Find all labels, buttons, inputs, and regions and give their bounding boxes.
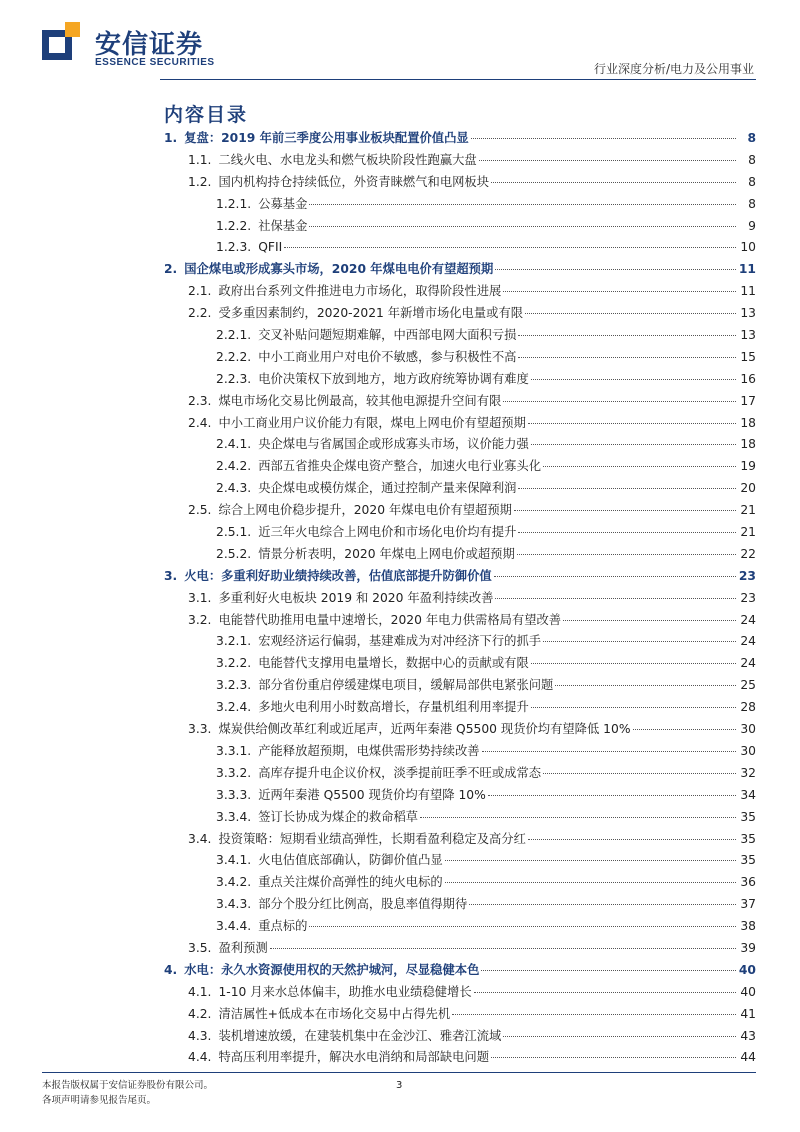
toc-entry-title: 国内机构持仓持续低位，外资青睐燃气和电网板块 <box>218 174 490 189</box>
toc-entry-page: 8 <box>748 174 756 189</box>
toc-leader-dots <box>503 401 736 402</box>
toc-entry[interactable] <box>164 829 756 851</box>
toc-entry-title: 电能替代支撑用电量增长，数据中心的贡献或有限 <box>258 656 529 671</box>
toc-entry-number: 1. <box>164 131 178 145</box>
toc-entry-title: 重点关注煤价高弹性的纯火电标的 <box>258 875 443 890</box>
toc-entry[interactable] <box>164 850 756 872</box>
toc-entry[interactable] <box>164 610 756 632</box>
toc-entry-number: 1.1. <box>188 152 212 167</box>
toc-entry-page: 35 <box>740 831 756 846</box>
toc-entry[interactable] <box>164 325 756 347</box>
toc-entry-number: 1.2.1. <box>216 196 252 211</box>
toc-entry-title: 情景分析表明，2020 年煤电上网电价或超预期 <box>258 546 515 561</box>
toc-entry-title: 火电估值底部确认，防御价值凸显 <box>258 853 443 868</box>
toc-entry[interactable] <box>164 216 756 238</box>
toc-entry-page: 39 <box>740 940 756 955</box>
toc-leader-dots <box>445 882 736 883</box>
toc-entry-page: 18 <box>740 415 756 430</box>
toc-entry-page: 11 <box>738 262 756 277</box>
toc-entry-title: 政府出台系列文件推进电力市场化，取得阶段性进展 <box>218 284 502 299</box>
toc-entry[interactable] <box>164 916 756 938</box>
toc-leader-dots <box>495 269 736 270</box>
toc-entry-number: 1.2. <box>188 174 212 189</box>
toc-entry[interactable] <box>164 237 756 259</box>
toc-entry[interactable] <box>164 894 756 916</box>
toc-entry-page: 32 <box>740 765 756 780</box>
toc-entry-title: 社保基金 <box>258 218 308 233</box>
toc-entry[interactable] <box>164 303 756 325</box>
toc-entry[interactable] <box>164 938 756 960</box>
toc-entry-page: 25 <box>740 678 756 693</box>
toc-entry-title: 装机增速放缓，在建装机集中在金沙江、雅砻江流域 <box>218 1028 502 1043</box>
toc-entry-number: 3.4.2. <box>216 875 252 890</box>
toc-leader-dots <box>494 576 736 577</box>
toc-entry-number: 4. <box>164 962 178 977</box>
toc-entry-number: 2.4.2. <box>216 459 252 474</box>
toc-entry-title: 多重利好火电板块 2019 和 2020 年盈利持续改善 <box>218 590 494 605</box>
toc-entry[interactable] <box>164 631 756 653</box>
toc-entry-page: 35 <box>740 853 756 868</box>
toc-entry-number: 3. <box>164 568 178 583</box>
toc-leader-dots <box>543 641 736 642</box>
report-category: 行业深度分析/电力及公用事业 <box>593 62 754 76</box>
toc-leader-dots <box>445 860 736 861</box>
toc-leader-dots <box>518 335 736 336</box>
toc-entry-number: 1.2.3. <box>216 240 252 255</box>
toc-leader-dots <box>482 751 736 752</box>
toc-entry-title: 央企煤电或模仿煤企，通过控制产量来保障利润 <box>258 481 517 496</box>
footer-notice: 各项声明请参见报告尾页。 <box>42 1095 157 1106</box>
toc-entry-number: 2.5. <box>188 503 212 518</box>
toc-entry-number: 1.2.2. <box>216 218 252 233</box>
toc-leader-dots <box>471 138 736 139</box>
toc-entry-number: 4.2. <box>188 1006 212 1021</box>
toc-leader-dots <box>514 510 736 511</box>
toc-entry-number: 3.2.1. <box>216 634 252 649</box>
toc-entry-title: 公募基金 <box>258 196 308 211</box>
toc-entry-page: 20 <box>740 481 756 496</box>
toc-entry-page: 13 <box>740 328 756 343</box>
toc-entry-page: 8 <box>748 196 756 211</box>
footer-copyright: 本报告版权属于安信证券股份有限公司。 <box>42 1080 214 1091</box>
toc-entry-number: 2.3. <box>188 393 212 408</box>
toc-entry[interactable] <box>164 259 756 281</box>
toc-leader-dots <box>543 466 736 467</box>
toc-entry-page: 37 <box>740 897 756 912</box>
toc-entry-number: 3.3. <box>188 722 212 737</box>
toc-entry-page: 13 <box>740 306 756 321</box>
toc-entry-page: 41 <box>740 1006 756 1021</box>
toc-entry-title: 投资策略：短期看业绩高弹性，长期看盈利稳定及高分红 <box>218 831 526 846</box>
toc-entry-page: 15 <box>740 349 756 364</box>
toc-entry-page: 23 <box>738 568 756 583</box>
footer-divider <box>42 1072 756 1073</box>
toc-entry-number: 2.2.3. <box>216 371 252 386</box>
toc-entry-title: QFII <box>258 240 283 255</box>
toc-leader-dots <box>479 160 736 161</box>
toc-entry-page: 30 <box>740 722 756 737</box>
toc-entry-title: 复盘：2019 年前三季度公用事业板块配置价值凸显 <box>184 131 469 145</box>
toc-leader-dots <box>531 444 736 445</box>
toc-leader-dots <box>469 904 736 905</box>
toc-entry-title: 清洁属性+低成本在市场化交易中占得先机 <box>218 1006 451 1021</box>
toc-leader-dots <box>528 423 736 424</box>
toc-entry[interactable] <box>164 653 756 675</box>
toc-entry[interactable] <box>164 872 756 894</box>
toc-entry-number: 3.1. <box>188 590 212 605</box>
toc-entry[interactable] <box>164 763 756 785</box>
toc-entry-number: 3.4. <box>188 831 212 846</box>
toc-entry-number: 2.1. <box>188 284 212 299</box>
toc-entry-page: 19 <box>740 459 756 474</box>
toc-entry-title: 部分省份重启停缓建煤电项目，缓解局部供电紧张问题 <box>258 678 554 693</box>
toc-entry-number: 3.3.4. <box>216 809 252 824</box>
toc-entry-page: 18 <box>740 437 756 452</box>
toc-entry-title: 国企煤电或形成寡头市场，2020 年煤电电价有望超预期 <box>184 262 494 277</box>
toc-entry[interactable] <box>164 1047 756 1069</box>
toc-entry[interactable] <box>164 434 756 456</box>
toc-entry-title: 央企煤电与省属国企或形成寡头市场，议价能力强 <box>258 437 529 452</box>
toc-entry[interactable] <box>164 719 756 741</box>
brand-name-cn: 安信证券 <box>95 30 204 60</box>
toc-entry-number: 2.4.3. <box>216 481 252 496</box>
toc-entry-title: 近三年火电综合上网电价和市场化电价均有提升 <box>258 525 517 540</box>
toc-leader-dots <box>518 357 736 358</box>
toc-entry-title: 1-10 月来水总体偏丰，助推水电业绩稳健增长 <box>218 984 472 999</box>
toc-leader-dots <box>491 1057 736 1058</box>
toc-leader-dots <box>284 247 736 248</box>
toc-entry-page: 24 <box>740 612 756 627</box>
toc-entry-page: 40 <box>740 984 756 999</box>
toc-entry-title: 部分个股分红比例高，股息率值得期待 <box>258 897 468 912</box>
toc-entry-page: 17 <box>740 393 756 408</box>
toc-entry[interactable] <box>164 456 756 478</box>
toc-entry-page: 44 <box>740 1050 756 1065</box>
toc-entry-title: 重点标的 <box>258 919 308 934</box>
toc-entry[interactable] <box>164 194 756 216</box>
toc-entry-number: 4.1. <box>188 984 212 999</box>
toc-title: 内容目录 <box>164 104 249 126</box>
toc-entry-title: 中小工商业用户对电价不敏感，参与积极性不高 <box>258 349 517 364</box>
toc-leader-dots <box>531 707 736 708</box>
essence-logo-icon <box>42 22 80 60</box>
toc-leader-dots <box>309 226 736 227</box>
toc-entry-page: 24 <box>740 634 756 649</box>
toc-leader-dots <box>528 839 736 840</box>
toc-entry[interactable] <box>164 172 756 194</box>
table-of-contents <box>164 128 756 1069</box>
toc-entry[interactable] <box>164 1004 756 1026</box>
toc-entry-page: 40 <box>738 962 756 977</box>
toc-entry[interactable] <box>164 960 756 982</box>
toc-entry-title: 产能释放超预期，电煤供需形势持续改善 <box>258 743 480 758</box>
page-number: 3 <box>396 1080 403 1091</box>
toc-entry[interactable] <box>164 675 756 697</box>
toc-entry-title: 签订长协成为煤企的救命稻草 <box>258 809 419 824</box>
toc-entry[interactable] <box>164 478 756 500</box>
toc-leader-dots <box>633 729 736 730</box>
toc-entry-number: 2.4. <box>188 415 212 430</box>
toc-entry-page: 30 <box>740 743 756 758</box>
toc-entry-page: 9 <box>748 218 756 233</box>
toc-entry-title: 中小工商业用户议价能力有限，煤电上网电价有望超预期 <box>218 415 526 430</box>
toc-leader-dots <box>543 773 736 774</box>
toc-entry[interactable] <box>164 588 756 610</box>
toc-leader-dots <box>495 598 736 599</box>
toc-entry[interactable] <box>164 1026 756 1048</box>
toc-leader-dots <box>518 488 736 489</box>
toc-entry-title: 综合上网电价稳步提升，2020 年煤电电价有望超预期 <box>218 503 512 518</box>
toc-entry-number: 3.4.3. <box>216 897 252 912</box>
toc-leader-dots <box>563 620 736 621</box>
toc-entry-number: 2.4.1. <box>216 437 252 452</box>
toc-entry[interactable] <box>164 544 756 566</box>
toc-entry-page: 34 <box>740 787 756 802</box>
toc-leader-dots <box>531 379 736 380</box>
toc-entry-number: 3.2. <box>188 612 212 627</box>
toc-entry-number: 3.3.2. <box>216 765 252 780</box>
toc-leader-dots <box>270 948 736 949</box>
toc-entry[interactable] <box>164 785 756 807</box>
toc-entry-title: 特高压利用率提升，解决水电消纳和局部缺电问题 <box>218 1050 490 1065</box>
toc-entry-page: 16 <box>740 371 756 386</box>
toc-leader-dots <box>503 291 736 292</box>
toc-entry[interactable] <box>164 500 756 522</box>
toc-entry-number: 3.2.4. <box>216 700 252 715</box>
toc-leader-dots <box>420 817 736 818</box>
toc-entry-number: 2.5.1. <box>216 525 252 540</box>
toc-entry-title: 受多重因素制约，2020-2021 年新增市场化电量或有限 <box>218 306 524 321</box>
toc-entry[interactable] <box>164 128 756 150</box>
toc-leader-dots <box>309 204 736 205</box>
toc-entry-number: 2.5.2. <box>216 546 252 561</box>
toc-entry-page: 21 <box>740 525 756 540</box>
toc-entry-number: 2.2.1. <box>216 328 252 343</box>
toc-entry-title: 电能替代助推用电量中速增长，2020 年电力供需格局有望改善 <box>218 612 562 627</box>
toc-entry[interactable] <box>164 281 756 303</box>
toc-entry[interactable] <box>164 369 756 391</box>
toc-leader-dots <box>481 970 736 971</box>
toc-entry-page: 36 <box>740 875 756 890</box>
toc-leader-dots <box>503 1036 736 1037</box>
toc-entry-page: 8 <box>747 131 756 145</box>
toc-leader-dots <box>452 1014 736 1015</box>
toc-entry-page: 35 <box>740 809 756 824</box>
toc-entry-number: 2. <box>164 262 178 277</box>
toc-entry-title: 电价决策权下放到地方，地方政府统筹协调有难度 <box>258 371 529 386</box>
toc-entry-number: 3.2.2. <box>216 656 252 671</box>
toc-leader-dots <box>531 663 736 664</box>
toc-entry-page: 11 <box>740 284 756 299</box>
toc-entry[interactable] <box>164 982 756 1004</box>
toc-entry-number: 4.3. <box>188 1028 212 1043</box>
toc-entry-title: 盈利预测 <box>218 940 268 955</box>
toc-entry[interactable] <box>164 741 756 763</box>
toc-entry-page: 23 <box>740 590 756 605</box>
toc-entry[interactable] <box>164 150 756 172</box>
toc-entry-title: 高库存提升电企议价权，淡季提前旺季不旺或成常态 <box>258 765 542 780</box>
toc-entry-number: 3.4.1. <box>216 853 252 868</box>
toc-entry-number: 2.2. <box>188 306 212 321</box>
toc-entry-title: 交叉补贴问题短期难解，中西部电网大面积亏损 <box>258 328 517 343</box>
brand-name-en: ESSENCE SECURITIES <box>95 57 215 68</box>
toc-entry-title: 西部五省推央企煤电资产整合，加速火电行业寡头化 <box>258 459 542 474</box>
toc-entry[interactable] <box>164 522 756 544</box>
toc-entry-number: 4.4. <box>188 1050 212 1065</box>
toc-entry-page: 43 <box>740 1028 756 1043</box>
toc-entry-number: 3.4.4. <box>216 919 252 934</box>
toc-leader-dots <box>474 992 736 993</box>
toc-entry-title: 煤电市场化交易比例最高，较其他电源提升空间有限 <box>218 393 502 408</box>
toc-entry[interactable] <box>164 347 756 369</box>
toc-entry[interactable] <box>164 697 756 719</box>
toc-entry-title: 水电：永久水资源使用权的天然护城河，尽显稳健本色 <box>184 962 480 977</box>
toc-entry[interactable] <box>164 413 756 435</box>
toc-entry[interactable] <box>164 391 756 413</box>
toc-entry-title: 煤炭供给侧改革红利或近尾声，近两年秦港 Q5500 现货价均有望降低 10% <box>218 722 631 737</box>
toc-entry-title: 近两年秦港 Q5500 现货价均有望降 10% <box>258 787 486 802</box>
toc-entry-title: 多地火电利用小时数高增长，存量机组利用率提升 <box>258 700 529 715</box>
toc-entry-number: 3.5. <box>188 940 212 955</box>
toc-entry-page: 28 <box>740 700 756 715</box>
toc-leader-dots <box>488 795 736 796</box>
toc-entry-number: 3.2.3. <box>216 678 252 693</box>
header-divider <box>160 79 756 80</box>
toc-entry-page: 8 <box>748 152 756 167</box>
toc-leader-dots <box>309 926 736 927</box>
toc-leader-dots <box>518 532 736 533</box>
toc-leader-dots <box>555 685 736 686</box>
toc-entry-title: 宏观经济运行偏弱，基建难成为对冲经济下行的抓手 <box>258 634 542 649</box>
toc-leader-dots <box>517 554 736 555</box>
toc-entry-number: 3.3.1. <box>216 743 252 758</box>
toc-entry-page: 22 <box>740 546 756 561</box>
toc-entry-title: 二线火电、水电龙头和燃气板块阶段性跑赢大盘 <box>218 152 477 167</box>
toc-entry-title: 火电：多重利好助业绩持续改善，估值底部提升防御价值 <box>184 568 492 583</box>
toc-leader-dots <box>525 313 736 314</box>
toc-entry[interactable] <box>164 566 756 588</box>
toc-entry-page: 10 <box>740 240 756 255</box>
toc-entry-page: 21 <box>740 503 756 518</box>
toc-entry-page: 24 <box>740 656 756 671</box>
toc-entry[interactable] <box>164 807 756 829</box>
footer-disclaimer <box>42 1078 213 1108</box>
toc-entry-page: 38 <box>740 919 756 934</box>
toc-entry-number: 2.2.2. <box>216 349 252 364</box>
toc-entry-number: 3.3.3. <box>216 787 252 802</box>
page-header <box>0 0 800 82</box>
toc-leader-dots <box>491 182 736 183</box>
